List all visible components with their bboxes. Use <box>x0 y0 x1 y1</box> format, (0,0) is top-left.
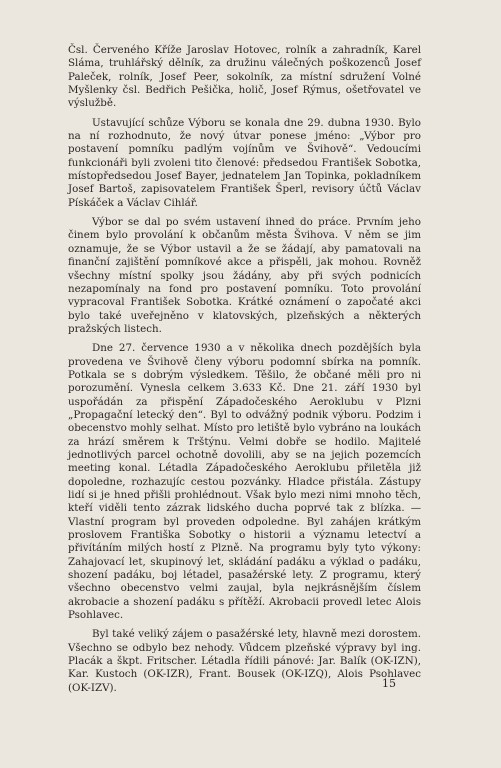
paragraph-founding-meeting: Ustavující schůze Výboru se konala dne 29. dubna 1930. Bylo na ní rozhodnuto, že nový útvar ponese jméno: „Výbor pro postavení pomníku padlým vojínům ve Švihově“. Vedoucími funkcionáři byli zvoleni tito členové: předsedou František Sobotka, místopředsedou Josef Bayer, jednatelem Jan Topinka, pokladníkem Josef Bartoš, zapisovatelem František Šperl, revisory účtů Václav Pískáček a Václav Cihlář. <box>68 116 421 209</box>
paragraph-proclamation: Výbor se dal po svém ustavení ihned do práce. Prvním jeho činem bylo provolání k občanům města Švihova. V něm se jim oznamuje, že se Výbor ustavil a že se žádají, aby pamatovali na finanční zajištění pomníkové akce a přispěli, jak mohou. Rovněž všechny místní spolky jsou žádány, aby při svých podnicích nezapomínaly na fond pro postavení pomníku. Toto provolání vypracoval František Sobotka. Krátké oznámení o započaté akci bylo také uveřejněno v klatovských, plzeňských a některých pražských listech. <box>68 216 421 335</box>
paragraph-collection-and-air-day: Dne 27. července 1930 a v několika dnech pozdějších byla provedena ve Švihově členy výboru podomní sbírka na pomník. Potkala se s dobrým výsledkem. Těšilo, že občané měli pro ni porozumění. Vynesla celkem 3.633 Kč. Dne 21. září 1930 byl uspořádán za přispění Západočeského Aeroklubu v Plzni „Propagační letecký den“. Byl to odvážný podnik výboru. Podzim i obecenstvo mohly selhat. Místo pro letiště bylo vybráno na loukách za hrází směrem k Trštýnu. Velmi dobře se hodilo. Majitelé jednotlivých parcel ochotně dovolili, aby se na jejich pozemcích meeting konal. Létadla Západočeského Aeroklubu přiletěla již dopoledne, rozhazujíc cestou pozvánky. Hladce přistála. Zástupy lidí si je hned přišli prohlédnout. Však bylo mezi nimi mnoho těch, kteří viděli tento zázrak lidského ducha poprvé tak z blízka. — Vlastní program byl proveden odpoledne. Byl zahájen krátkým proslovem Františka Sobotky o historii a významu letectví a přivítáním milých hostí z Plzně. Na programu byly tyto výkony: Zahajovací let, skupinový let, skládání padáku a výklad o padáku, shození padáku, boj létadel, pasažérské lety. Z programu, který všechno obecenstvo velmi zaujal, byla nejkrásnějším číslem akrobacie a shození padáku s přítěží. Akrobacii provedl letec Alois Psohlavec. <box>68 342 421 622</box>
paragraph-passenger-flights: Byl také veliký zájem o pasažérské lety, hlavně mezi dorostem. Všechno se odbylo bez nehody. Vůdcem plzeňské výpravy byl ing. Placák a škpt. Fritscher. Létadla řídili pánové: Jar. Balík (OK-IZN), Kar. Kustoch (OK-IZR), Frant. Bousek (OK-IZQ), Alois Psohlavec (OK-IZV). <box>68 628 421 694</box>
paragraph-committee-members: Čsl. Červeného Kříže Jaroslav Hotovec, rolník a zahradník, Karel Sláma, truhlářský dělník, za družinu válečných poškozenců Josef Paleček, rolník, Josef Peer, sokolník, za místní sdružení Volné Myšlenky čsl. Bedřich Pešička, holič, Josef Rýmus, ošetřovatel ve výslužbě. <box>68 44 421 110</box>
page-number: 15 <box>382 677 396 690</box>
